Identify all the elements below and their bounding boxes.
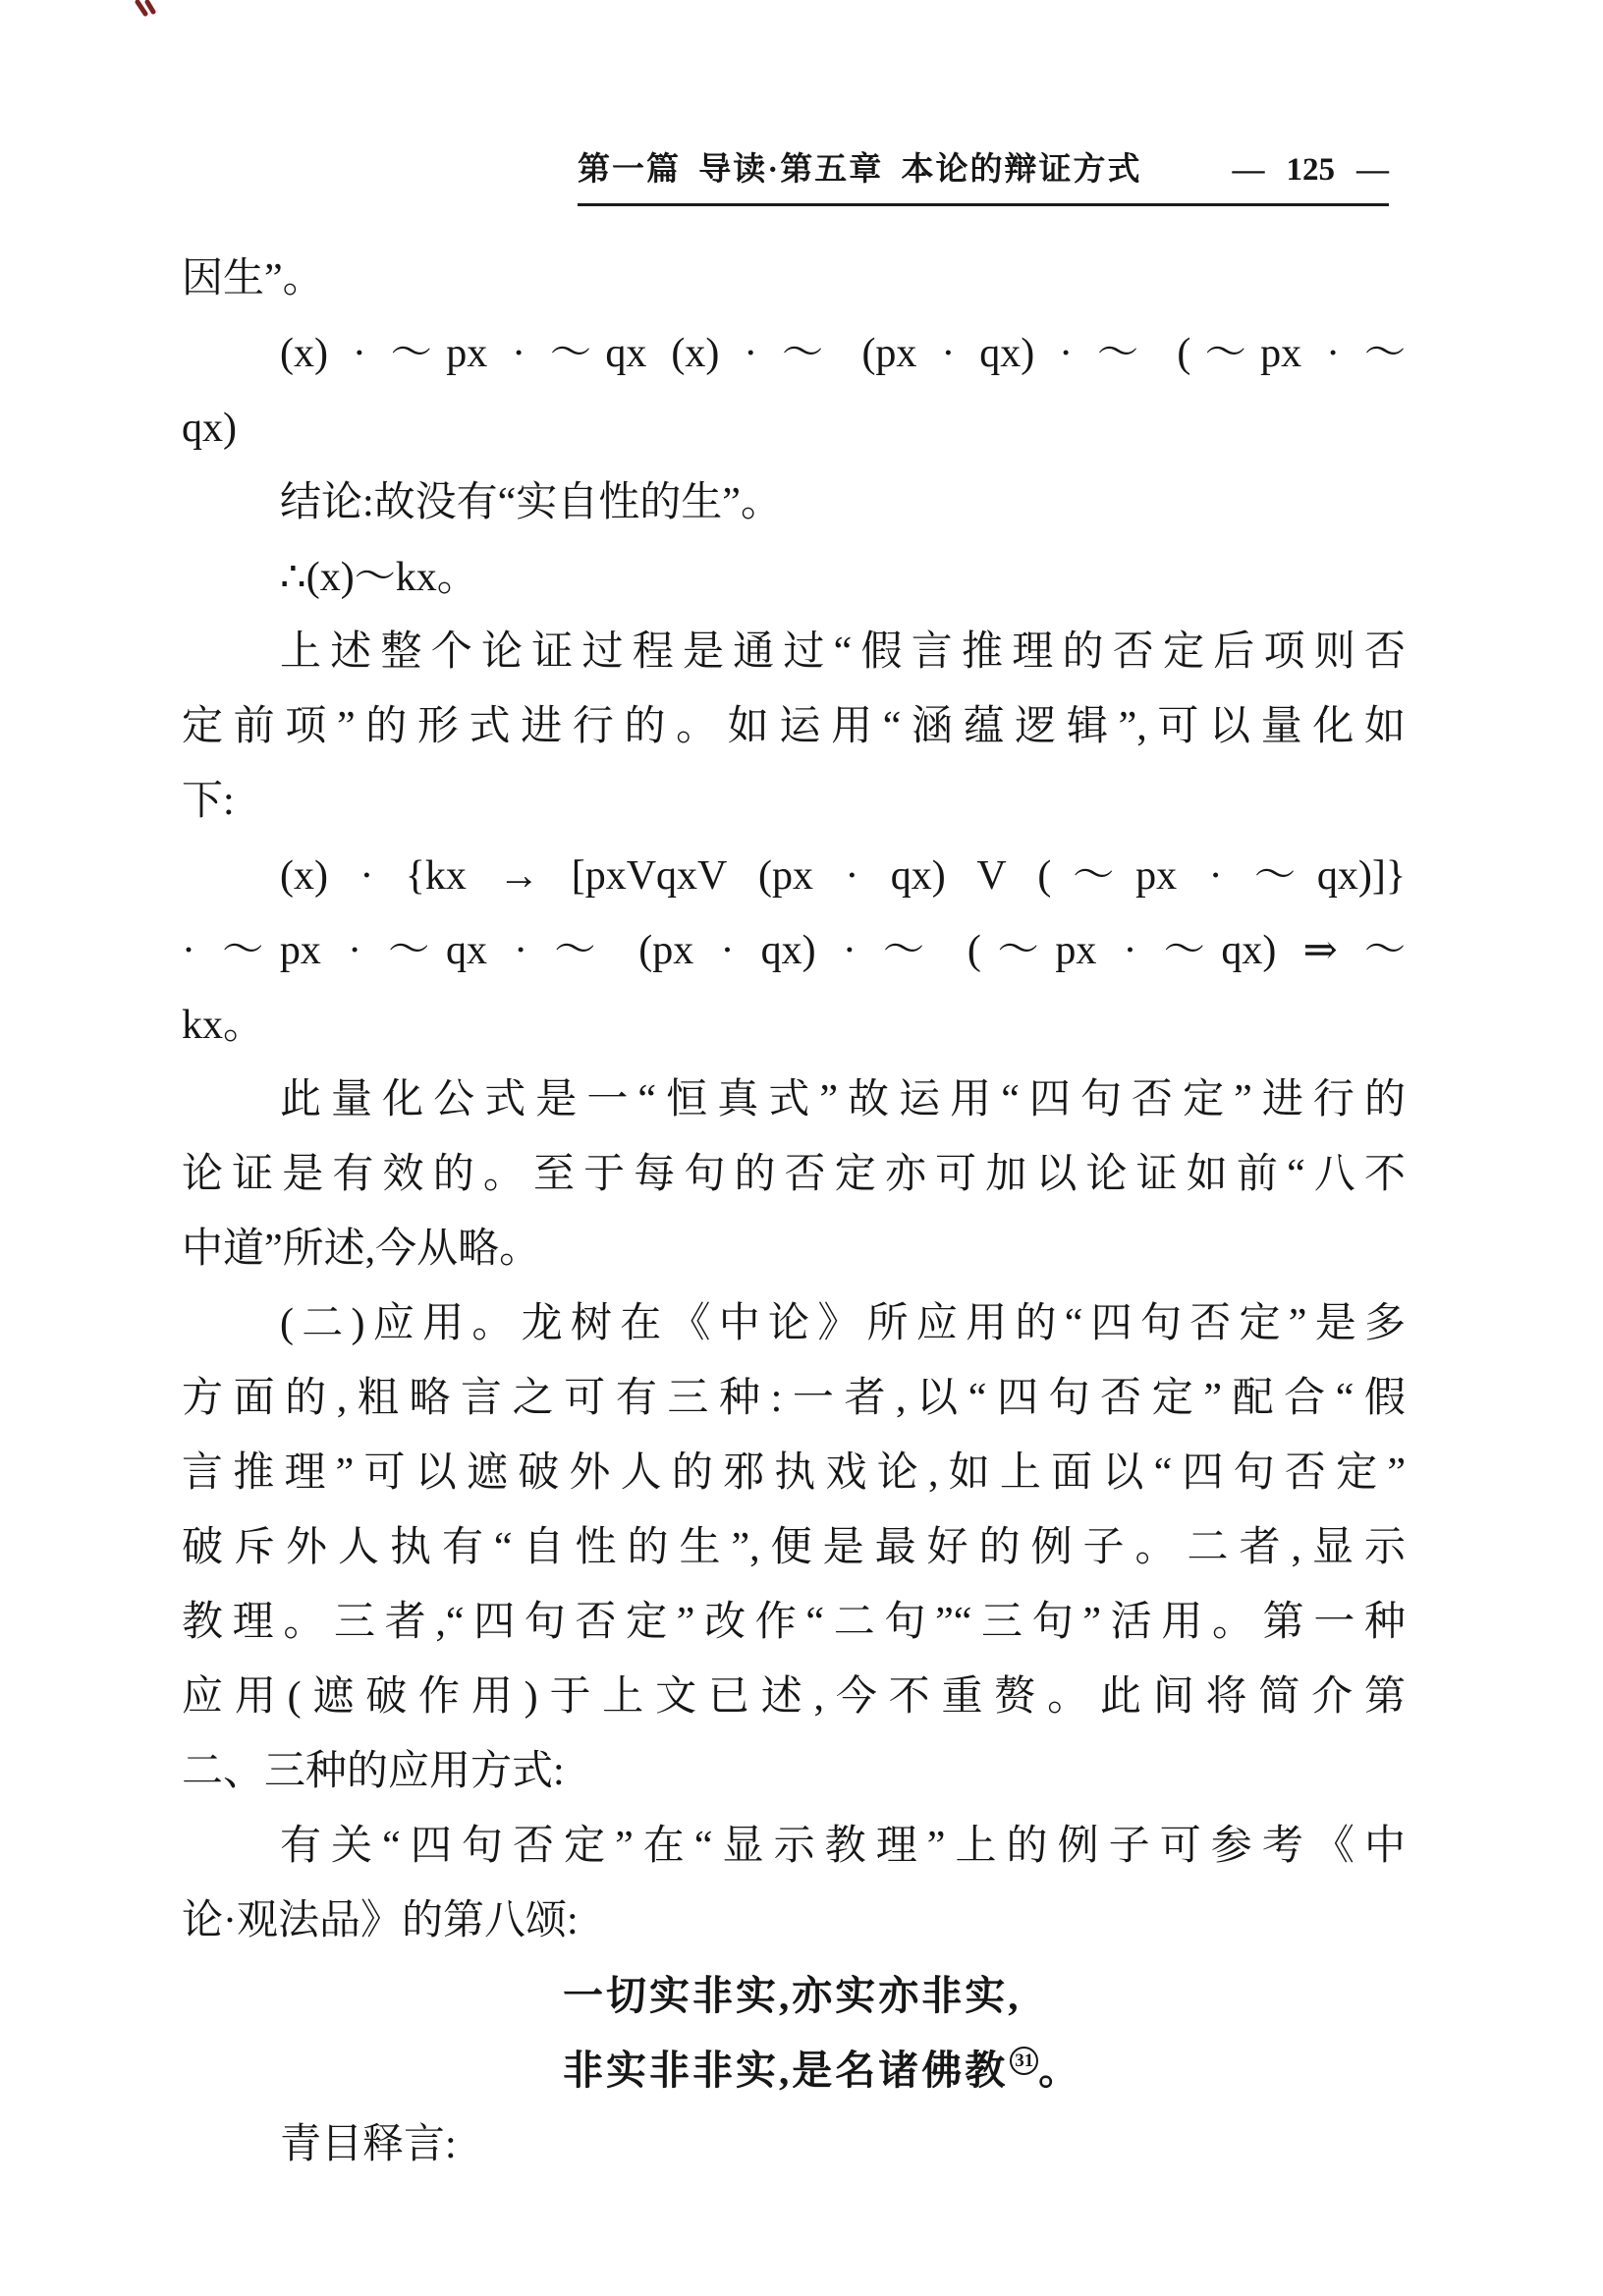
text-line: 论证是有效的。至于每句的否定亦可加以论证如前“八不: [182, 1152, 1406, 1197]
running-header: [578, 143, 1389, 206]
footnote-ref: 31: [1010, 2047, 1038, 2075]
text-line: 下:: [182, 779, 235, 824]
text-line: 上述整个论证过程是通过“假言推理的否定后项则否: [280, 629, 1406, 675]
text-line: 青目释言:: [280, 2122, 457, 2167]
chapter-title: 第一篇 导读·第五章 本论的辩证方式: [578, 152, 1142, 188]
text-line: 中道”所述,今从略。: [182, 1227, 541, 1272]
text-line: · ～px · ～qx · ～ (px · qx) · ～ (～px · ～qx) ⇒ ～: [182, 928, 1406, 973]
page-dash-left: —: [1232, 152, 1265, 188]
text-line: 方面的,粗略言之可有三种:一者,以“四句否定”配合“假: [182, 1376, 1406, 1421]
text-line: 有关“四句否定”在“显示教理”上的例子可参考《中: [280, 1824, 1406, 1869]
red-pen-mark-icon: [132, 0, 161, 29]
page-number: 125: [1286, 152, 1335, 188]
text-line: 因生”。: [182, 256, 324, 301]
page-number-group: [1233, 152, 1390, 189]
text-line: (x) · ～px · ～qx (x) · ～ (px · qx) · ～ (～px · ～: [280, 331, 1406, 376]
verse-line: 一切实非实,亦实亦非实,: [563, 1973, 1022, 2018]
text-line: 此量化公式是一“恒真式”故运用“四句否定”进行的: [280, 1077, 1406, 1122]
text-line: 教理。三者,“四句否定”改作“二句”“三句”活用。第一种: [182, 1600, 1406, 1645]
text-line: ∴(x)～kx。: [280, 555, 478, 600]
text-line: 言推理”可以遮破外人的邪执戏论,如上面以“四句否定”: [182, 1450, 1406, 1496]
text-line: 定前项”的形式进行的。如运用“涵蕴逻辑”,可以量化如: [182, 704, 1406, 749]
text-line: (x) · {kx → [pxVqxV (px · qx) V (～px · ～qx)]}: [280, 853, 1406, 899]
text-line: 结论:故没有“实自性的生”。: [280, 480, 782, 525]
verse-line: 非实非非实,是名诸佛教 31 。: [563, 2048, 1082, 2093]
text-line: 二、三种的应用方式:: [182, 1749, 565, 1794]
text-line: 应用(遮破作用)于上文已述,今不重赘。此间将简介第: [182, 1674, 1406, 1720]
page-dash-right: —: [1356, 152, 1389, 188]
text-line: (二)应用。龙树在《中论》所应用的“四句否定”是多: [280, 1301, 1406, 1346]
text-line: kx。: [182, 1003, 265, 1048]
text-line: 论·观法品》的第八颂:: [182, 1898, 579, 1943]
text-line: 破斥外人执有“自性的生”,便是最好的例子。二者,显示: [182, 1525, 1406, 1570]
text-line: qx): [182, 406, 237, 451]
body-text: [182, 242, 1406, 2182]
